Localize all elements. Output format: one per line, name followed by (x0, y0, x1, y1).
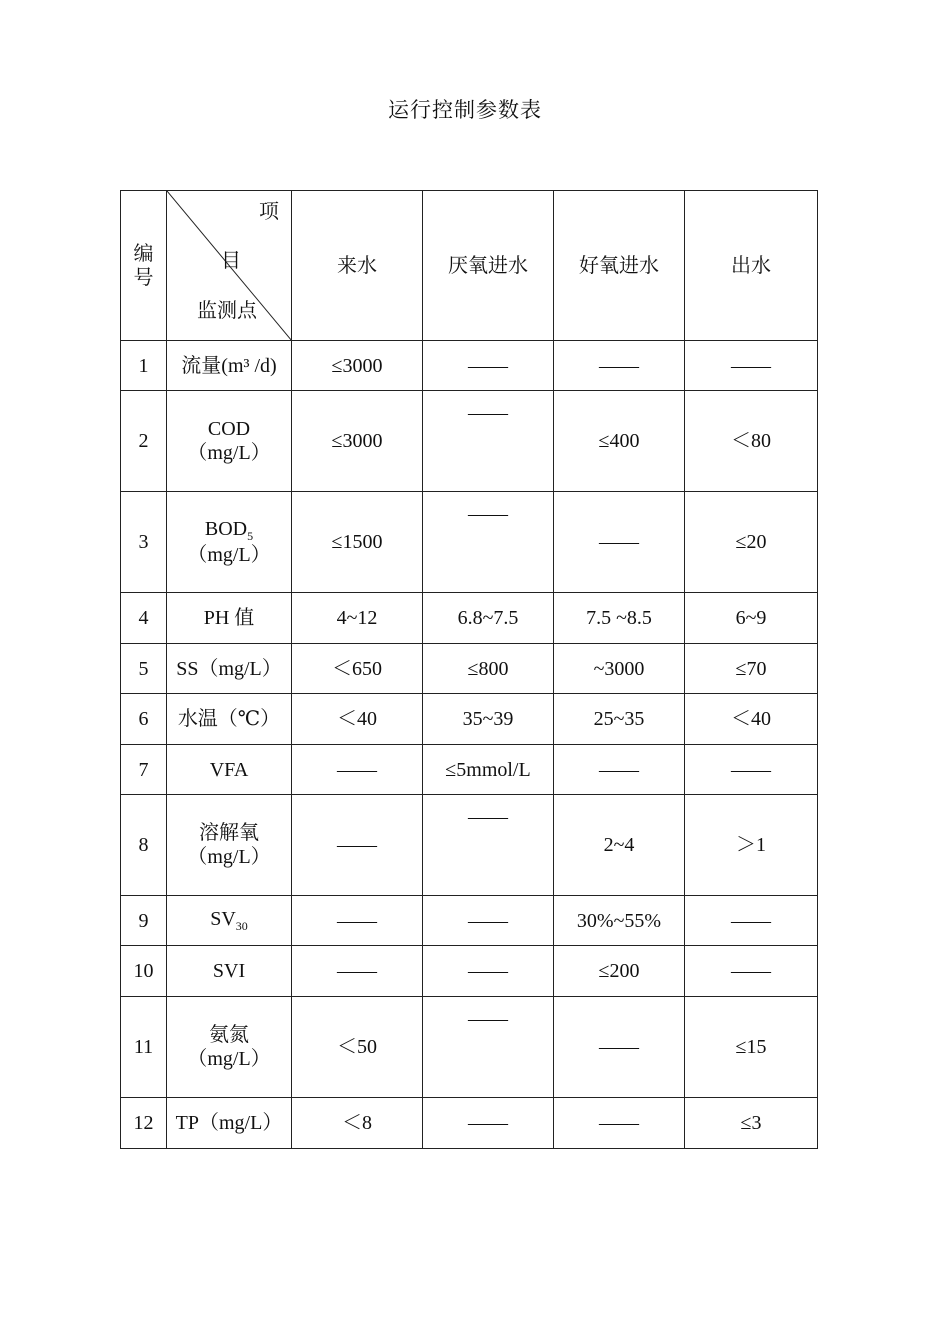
row-item: SS（mg/L） (167, 644, 292, 694)
row-number: 2 (121, 391, 167, 492)
table-cell: ＜40 (685, 694, 818, 745)
row-item (167, 896, 292, 946)
row-item-line1: 氨氮 (209, 1024, 249, 1046)
row-item (167, 492, 292, 593)
row-item-subscript: 30 (235, 919, 248, 934)
row-number: 10 (121, 946, 167, 997)
table-cell: ≤3 (685, 1098, 818, 1149)
table-row (121, 694, 818, 745)
row-item-line2: （mg/L） (187, 442, 271, 464)
row-item (167, 795, 292, 896)
table-cell: —— (423, 946, 554, 997)
table-cell: 6.8~7.5 (423, 593, 554, 644)
row-item (167, 391, 292, 492)
table-cell: ＜8 (292, 1098, 423, 1149)
table-cell: ＜40 (292, 694, 423, 745)
row-item-line2: （mg/L） (187, 544, 271, 567)
table-cell: —— (292, 795, 423, 896)
row-number: 8 (121, 795, 167, 896)
row-number: 1 (121, 341, 167, 391)
row-item-line1: 溶解氧 (199, 822, 259, 844)
table-cell: ≤3000 (292, 391, 423, 492)
table-cell: —— (685, 946, 818, 997)
table-cell: —— (554, 745, 685, 795)
row-number: 12 (121, 1098, 167, 1149)
column-header: 好氧进水 (554, 191, 685, 341)
table-cell: ~3000 (554, 644, 685, 694)
corner-label-top: 项 (259, 201, 279, 223)
table-cell: —— (423, 795, 554, 896)
table-cell: —— (554, 492, 685, 593)
row-item-base: SV (210, 908, 236, 931)
row-item: PH 值 (167, 593, 292, 644)
row-item (167, 997, 292, 1098)
table-cell: —— (292, 896, 423, 946)
header-number-char-1: 编 (133, 242, 154, 265)
row-item: VFA (167, 745, 292, 795)
table-cell: 7.5 ~8.5 (554, 593, 685, 644)
table-row (121, 492, 818, 593)
table-row (121, 341, 818, 391)
row-item: 流量(m³ /d) (167, 341, 292, 391)
table-cell: —— (423, 997, 554, 1098)
table-cell: ≤15 (685, 997, 818, 1098)
table-cell: ≤200 (554, 946, 685, 997)
row-number: 6 (121, 694, 167, 745)
table-cell: 25~35 (554, 694, 685, 745)
table-cell: ≤400 (554, 391, 685, 492)
table-cell: —— (292, 745, 423, 795)
row-item-line1: COD (207, 418, 251, 440)
table-row (121, 391, 818, 492)
table-cell: 35~39 (423, 694, 554, 745)
header-corner-cell (167, 191, 292, 341)
row-item: SVI (167, 946, 292, 997)
table-cell: ≤1500 (292, 492, 423, 593)
row-item-line1: BOD (204, 517, 248, 540)
column-header: 厌氧进水 (423, 191, 554, 341)
row-number: 5 (121, 644, 167, 694)
table-cell: ≤70 (685, 644, 818, 694)
row-item: 水温（℃） (167, 694, 292, 745)
table-row (121, 795, 818, 896)
table-header-row (121, 191, 818, 341)
table-row (121, 997, 818, 1098)
table-cell: —— (423, 341, 554, 391)
table-row (121, 1098, 818, 1149)
corner-label-middle: 目 (221, 250, 241, 272)
table-row (121, 946, 818, 997)
table-cell: 4~12 (292, 593, 423, 644)
row-item: TP（mg/L） (167, 1098, 292, 1149)
table-cell: —— (423, 391, 554, 492)
table-cell: ≤20 (685, 492, 818, 593)
row-number: 7 (121, 745, 167, 795)
header-number-cell (121, 191, 167, 341)
page-title: 运行控制参数表 (388, 98, 542, 122)
table-cell: ≤800 (423, 644, 554, 694)
parameter-table (120, 190, 818, 1149)
table-row (121, 644, 818, 694)
table-cell: 2~4 (554, 795, 685, 896)
row-number: 4 (121, 593, 167, 644)
table-row (121, 745, 818, 795)
table-cell: 6~9 (685, 593, 818, 644)
row-number: 3 (121, 492, 167, 593)
row-number: 9 (121, 896, 167, 946)
table-cell: —— (423, 492, 554, 593)
table-cell: —— (685, 745, 818, 795)
table-row (121, 593, 818, 644)
table-cell: —— (554, 341, 685, 391)
table-cell: ＜650 (292, 644, 423, 694)
corner-label-bottom: 监测点 (197, 300, 257, 322)
table-cell: —— (685, 341, 818, 391)
table-cell: —— (554, 1098, 685, 1149)
table-cell: —— (685, 896, 818, 946)
row-item-subscript: 5 (247, 528, 254, 543)
row-number: 11 (121, 997, 167, 1098)
table-cell: ＜80 (685, 391, 818, 492)
table-cell: 30%~55% (554, 896, 685, 946)
table-cell: —— (292, 946, 423, 997)
table-row (121, 896, 818, 946)
table-cell: ≤3000 (292, 341, 423, 391)
table-cell: ＞1 (685, 795, 818, 896)
column-header: 出水 (685, 191, 818, 341)
column-header: 来水 (292, 191, 423, 341)
table-cell: ≤5mmol/L (423, 745, 554, 795)
table-cell: —— (423, 1098, 554, 1149)
row-item-line2: （mg/L） (187, 846, 271, 868)
header-number-char-2: 号 (133, 266, 154, 289)
row-item-line2: （mg/L） (187, 1048, 271, 1070)
table-cell: —— (423, 896, 554, 946)
table-cell: —— (554, 997, 685, 1098)
table-cell: ＜50 (292, 997, 423, 1098)
